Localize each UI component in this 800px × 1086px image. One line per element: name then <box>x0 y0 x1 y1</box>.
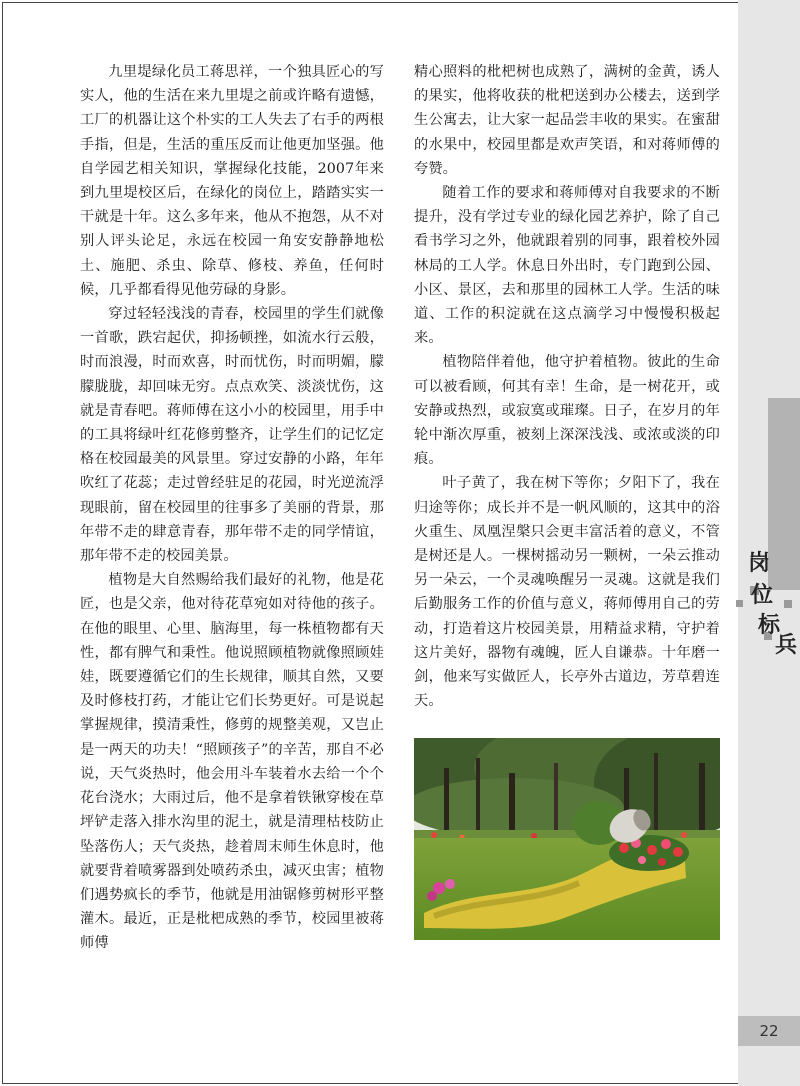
paragraph: 穿过轻轻浅浅的青春，校园里的学生们就像一首歌，跌宕起伏，抑扬顿挫，如流水行云般，时而浪漫，时而欢喜，时而忧伤，时而明媚，朦朦胧胧，却回味无穷。点点欢笑、淡淡忧伤，这就是青春吧。蒋师傅在这小小的校园里，用手中的工具将绿叶红花修剪整齐，让学生们的记忆定格在校园最美的风景里。穿过安静的小路，年年吹红了花蕊；走过曾经驻足的花园，时光逆流浮现眼前，留在校园里的往事多了美丽的背景，那年带不走的肆意青春，那年带不走的同学情谊，那年带不走的校园美景。 <box>80 306 384 565</box>
article-column-left <box>80 60 384 956</box>
paragraph: 九里堤绿化员工蒋思祥，一个独具匠心的写实人，他的生活在来九里堤之前或许略有遗憾，工厂的机器让这个朴实的工人失去了右手的两根手指，但是，生活的重压反而让他更加坚强。他自学园艺相关知识，掌握绿化技能，2007年来到九里堤校区后，在绿化的岗位上，踏踏实实一干就是十年。这么多年来，他从不抱怨，从不对别人评头论足，永远在校园一角安安静静地松土、施肥、杀虫、除草、修枝、养鱼，任何时候，几乎都看得见他劳碌的身影。 <box>80 64 384 298</box>
section-title-char: 兵 <box>775 632 798 658</box>
page-number: 22 <box>759 1022 779 1040</box>
section-title-char: 标 <box>758 612 781 638</box>
paragraph: 植物是大自然赐给我们最好的礼物，他是花匠，也是父亲，他对待花草宛如对待他的孩子。在他的眼里、心里、脑海里，每一株植物都有天性，都有脾气和秉性。他说照顾植物就像照顾娃娃，既要遵循它们的生长规律，顺其自然，又要及时修枝打药，才能让它们长势更好。可是说起掌握规律，摸清秉性，修剪的规整美观，又岂止是一两天的功夫！“照顾孩子”的辛苦，那自不必说，天气炎热时，他会用斗车装着水去给一个个花台浇水；大雨过后，他不是拿着铁锹穿梭在草坪铲走落入排水沟里的泥土，就是清理枯枝防止坠落伤人；天气炎热，趁着周末师生休息时，他就要背着喷雾器到处喷药杀虫，减灭虫害；植物们遇势疯长的季节，他就是用油锯修剪树形平整灌木。最近，正是枇杷成熟的季节，校园里被蒋师傅 <box>80 572 384 952</box>
section-title-char: 岗 <box>748 550 771 576</box>
paragraph: 随着工作的要求和蒋师傅对自我要求的不断提升，没有学过专业的绿化园艺养护，除了自己看书学习之外，他就跟着别的同事，跟着校外园林局的工人学。休息日外出时，专门跑到公园、小区、景区，去和那里的园林工人学。生活的味道、工作的积淀就在这点滴学习中慢慢积极起来。 <box>414 185 720 347</box>
paragraph: 精心照料的枇杷树也成熟了，满树的金黄，诱人的果实，他将收获的枇杷送到办公楼去，送到学生公寓去，让大家一起品尝丰收的果实。在蜜甜的水果中，校园里都是欢声笑语，和对蒋师傅的夸赞。 <box>414 64 720 177</box>
decor-square <box>784 600 792 608</box>
paragraph: 植物陪伴着他，他守护着植物。彼此的生命可以被看顾，何其有幸！生命，是一树花开，或安静或热烈，或寂寞或璀璨。日子，在岁月的年轮中渐次厚重，被刻上深深浅浅、或浓或淡的印痕。 <box>414 354 720 468</box>
sidebar-band <box>768 398 800 590</box>
section-title-char: 位 <box>751 582 774 608</box>
article-column-right <box>414 60 720 713</box>
decor-square <box>736 600 743 607</box>
garden-photo <box>414 738 720 940</box>
paragraph: 叶子黄了，我在树下等你；夕阳下了，我在归途等你；成长并不是一帆风顺的，这其中的浴火重生、凤凰涅槃只会更丰富活着的意义，不管是树还是人。一棵树摇动另一颗树，一朵云推动另一朵云，一个灵魂唤醒另一灵魂。这就是我们后勤服务工作的价值与意义，蒋师傅用自己的劳动，打造着这片校园美景，用精益求精，守护着这片美好，器物有魂魄，匠人自谦恭。十年磨一剑，他来写实做匠人，长亭外古道边，芳草碧连天。 <box>414 475 720 710</box>
